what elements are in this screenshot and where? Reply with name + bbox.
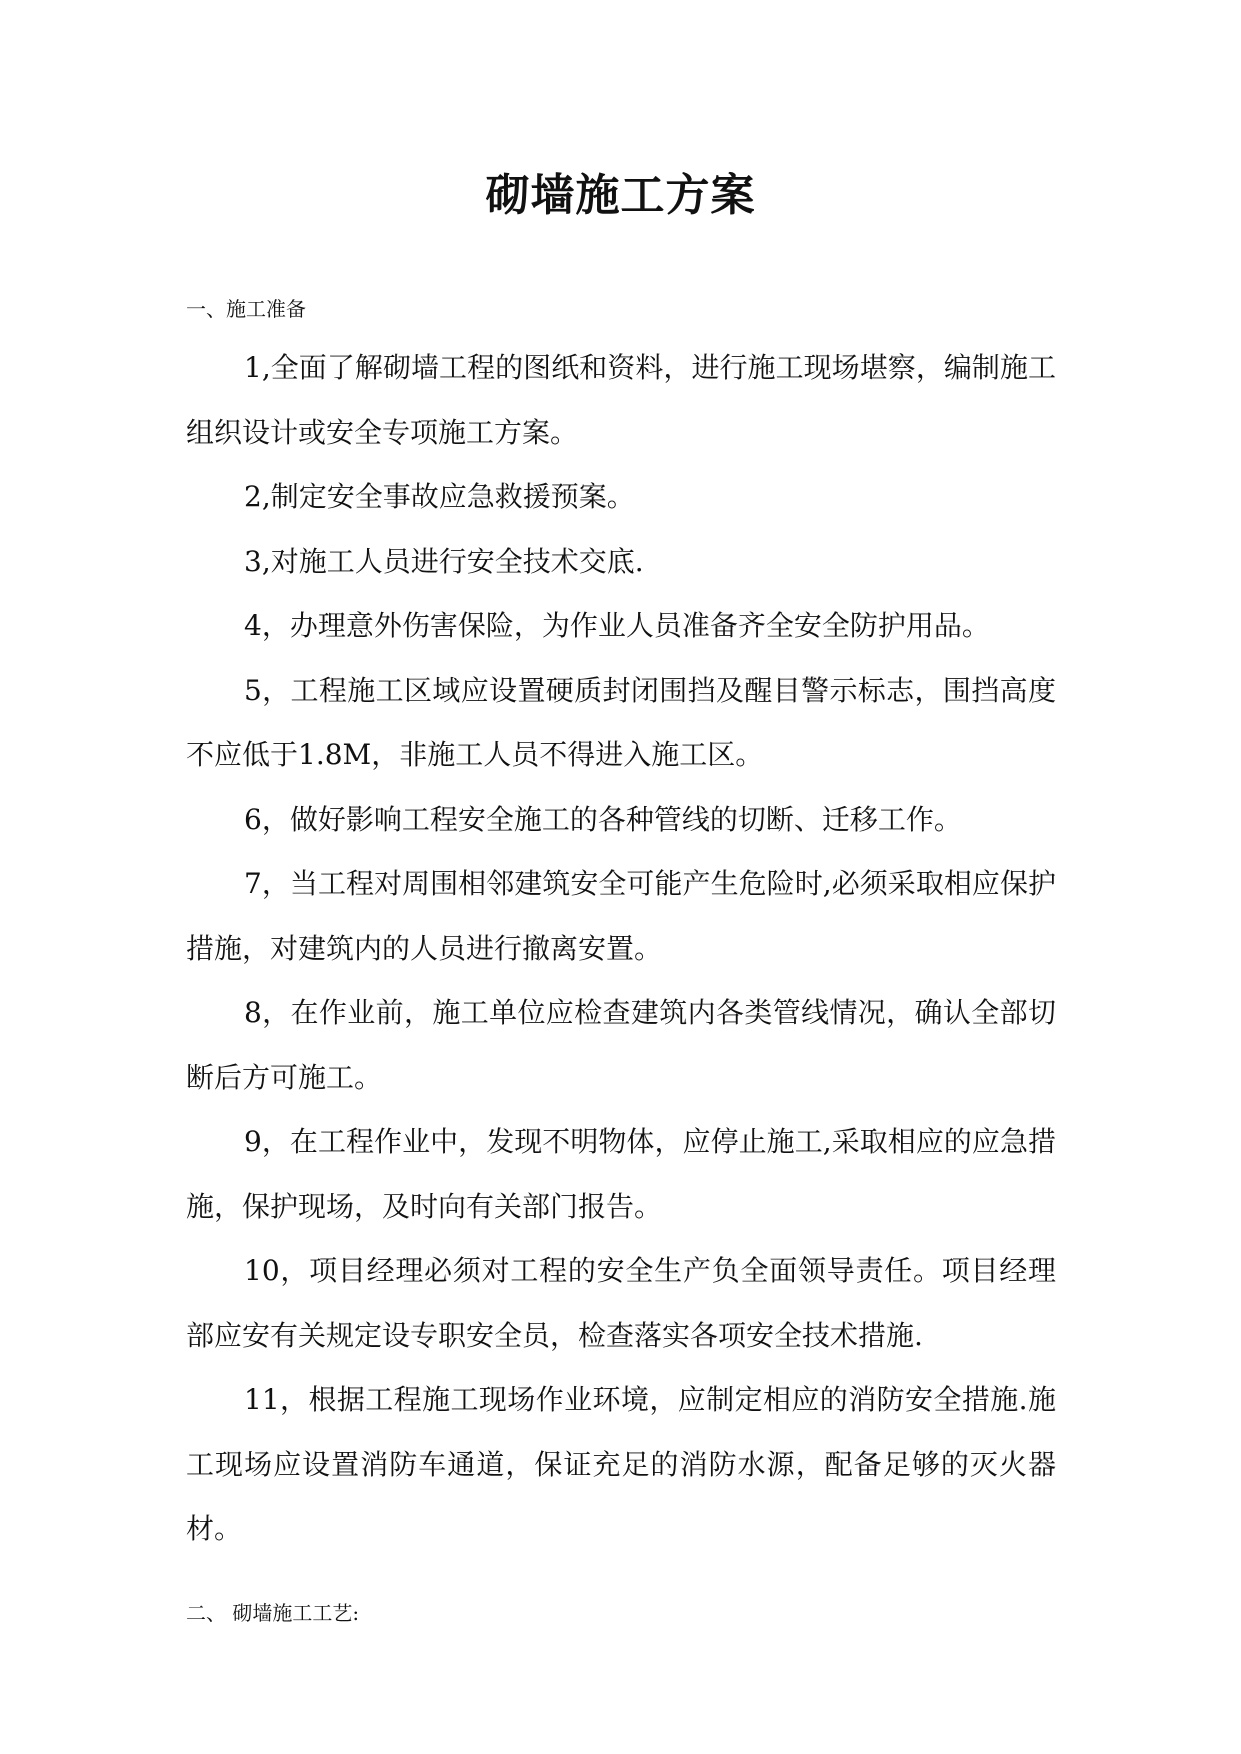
paragraph-item-1: 1,全面了解砌墙工程的图纸和资料，进行施工现场堪察，编制施工组织设计或安全专项施工方案。 (186, 351, 1056, 449)
document-body (186, 336, 1056, 1562)
paragraph-item-9: 9，在工程作业中，发现不明物体，应停止施工,采取相应的应急措施，保护现场，及时向有关部门报告。 (186, 1125, 1056, 1223)
section-heading-preparation: 一、施工准备 (186, 297, 306, 321)
paragraph-item-11: 11，根据工程施工现场作业环境，应制定相应的消防安全措施.施工现场应设置消防车通道，保证充足的消防水源，配备足够的灭火器材。 (186, 1383, 1056, 1545)
paragraph-item-8: 8，在作业前，施工单位应检查建筑内各类管线情况，确认全部切断后方可施工。 (186, 996, 1056, 1094)
paragraph-item-7: 7，当工程对周围相邻建筑安全可能产生危险时,必须采取相应保护措施，对建筑内的人员进行撤离安置。 (186, 867, 1056, 965)
document-title: 砌墙施工方案 (485, 170, 756, 221)
paragraph-item-4: 4，办理意外伤害保险，为作业人员准备齐全安全防护用品。 (244, 609, 990, 642)
paragraph-item-10: 10，项目经理必须对工程的安全生产负全面领导责任。项目经理部应安有关规定设专职安全员，检查落实各项安全技术措施. (186, 1254, 1056, 1352)
section-heading-process: 二、 砌墙施工工艺: (186, 1601, 360, 1625)
paragraph-item-6: 6，做好影响工程安全施工的各种管线的切断、迁移工作。 (244, 802, 962, 836)
paragraph-item-5: 5，工程施工区域应设置硬质封闭围挡及醒目警示标志，围挡高度不应低于1.8M，非施工人员不得进入施工区。 (186, 673, 1056, 771)
paragraph-item-2: 2,制定安全事故应急救援预案。 (244, 480, 635, 513)
paragraph-item-3: 3,对施工人员进行安全技术交底. (244, 544, 644, 578)
